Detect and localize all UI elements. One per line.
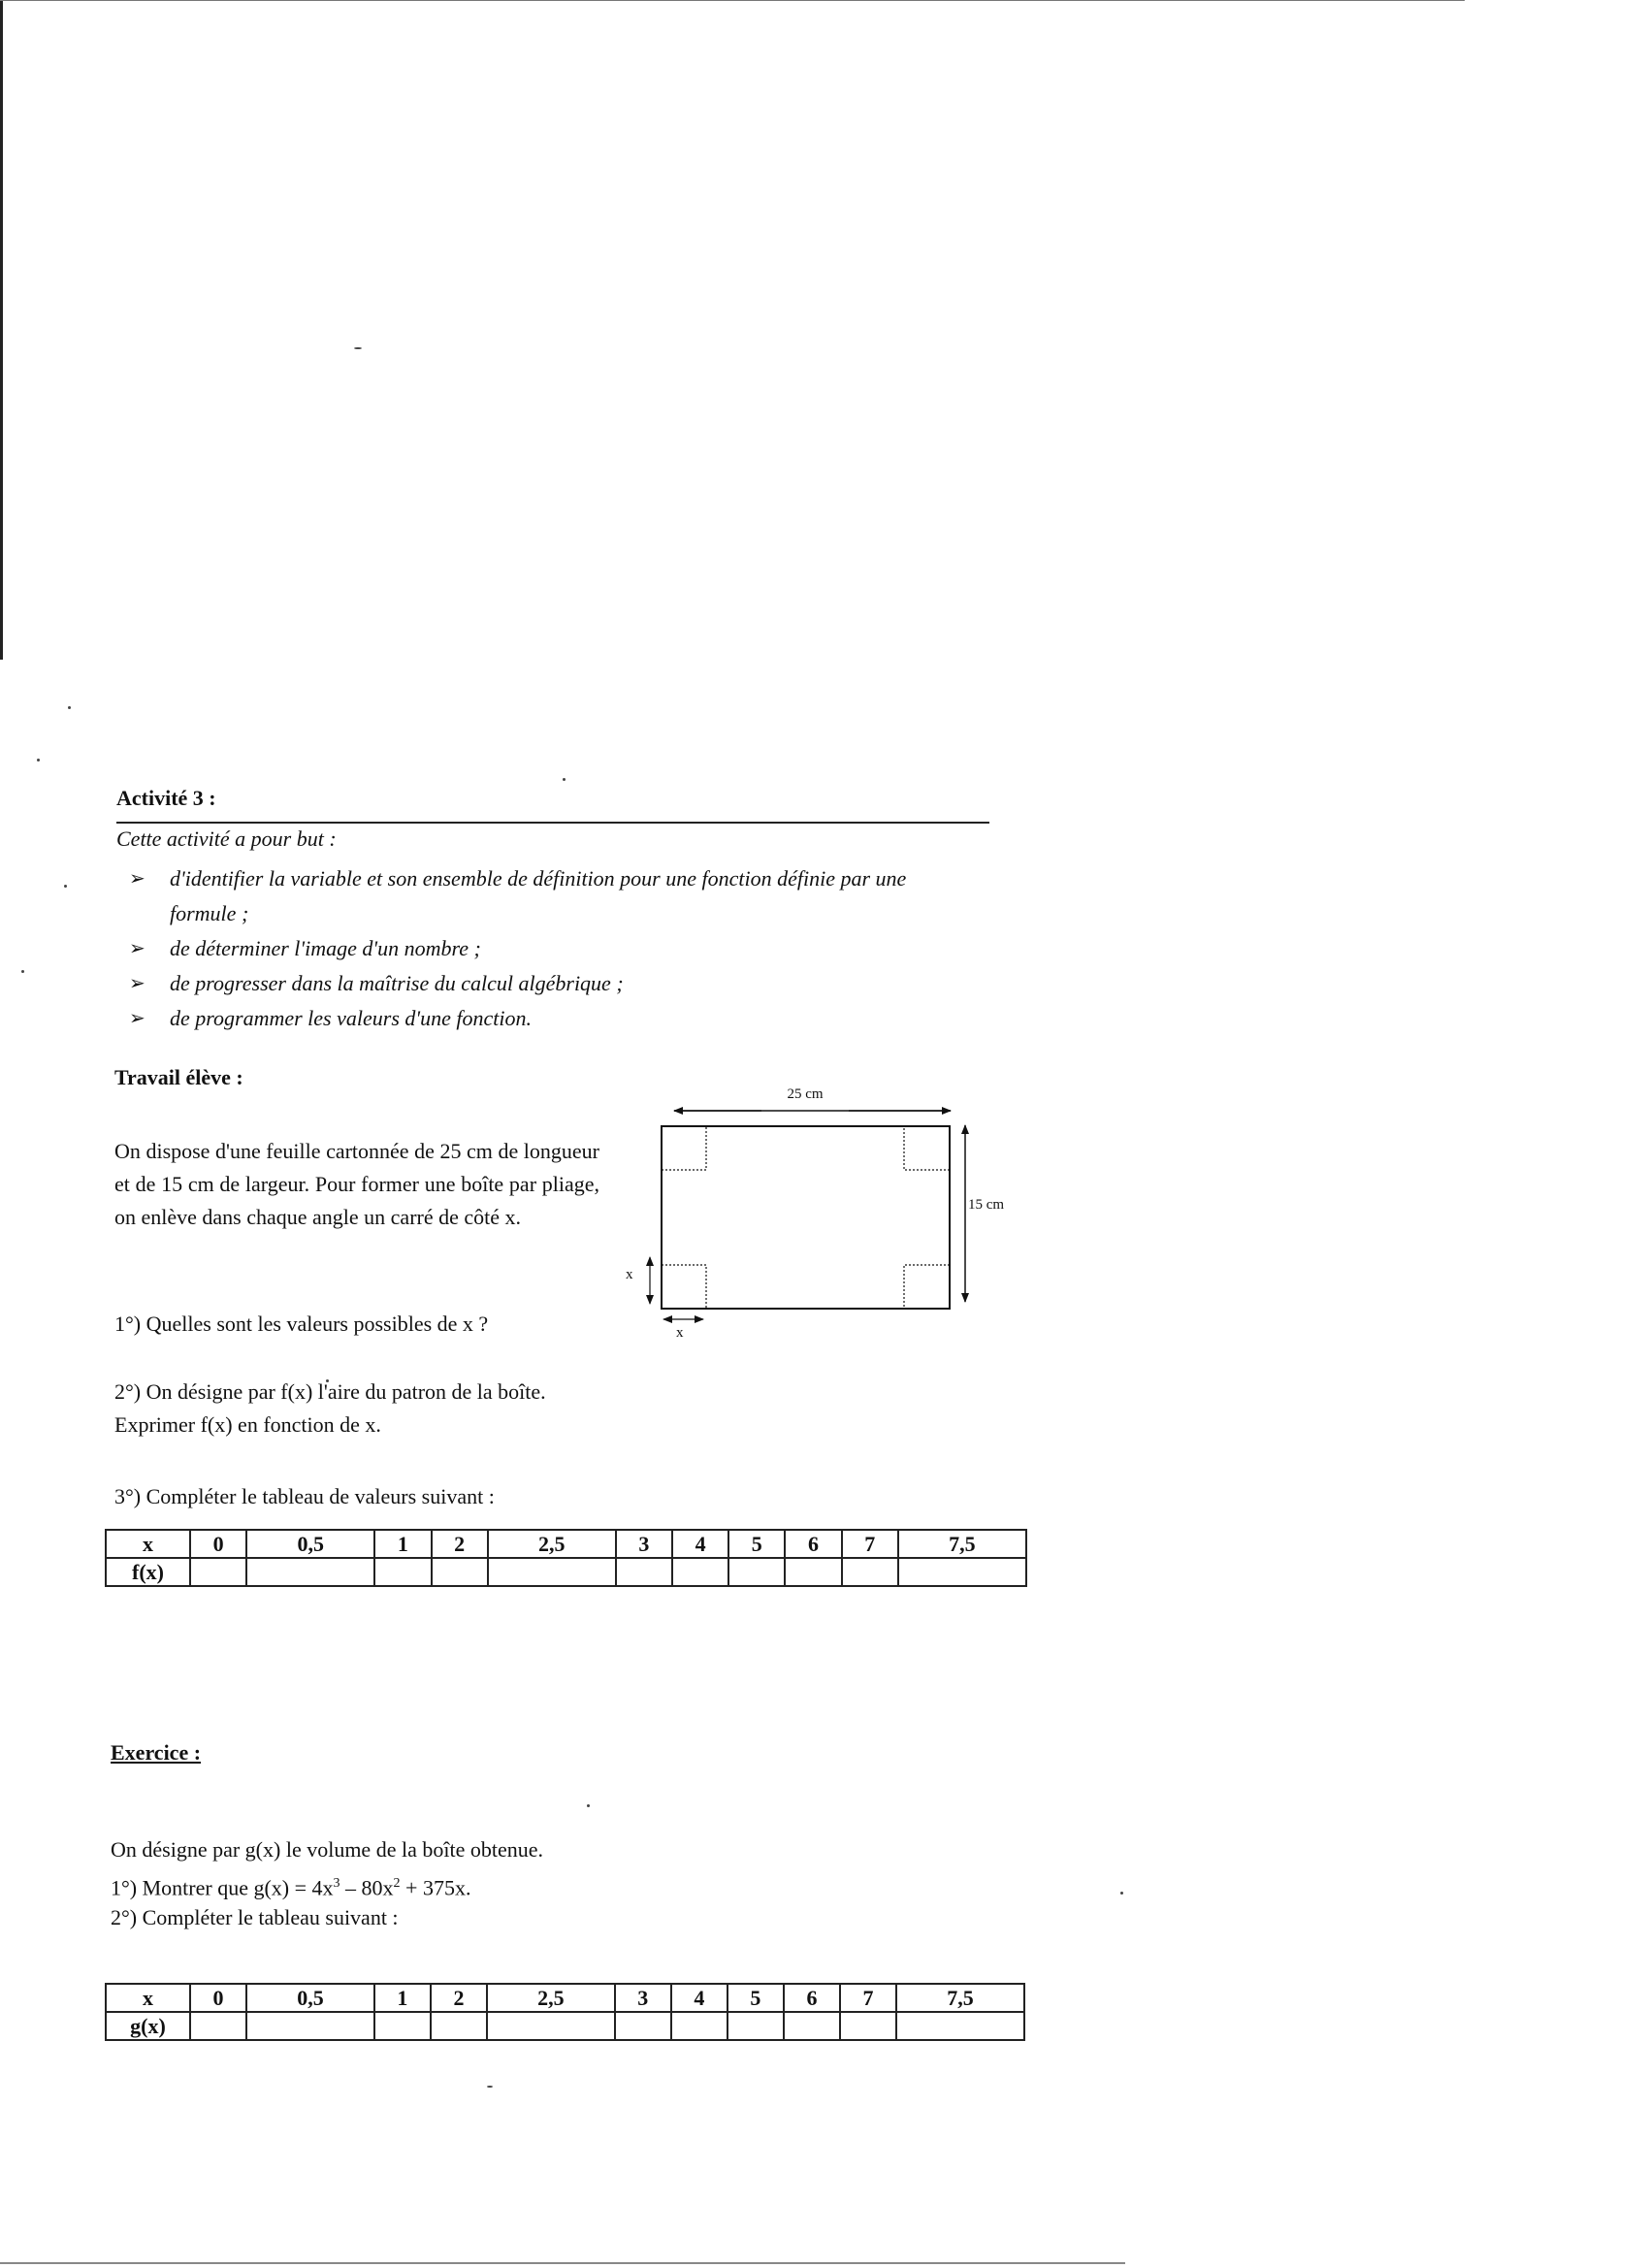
goal-item: ➢ d'identifier la variable et son ensemble de définition pour une fonction définie par une xyxy=(116,861,1009,896)
student-work-title: Travail élève : xyxy=(114,1065,243,1089)
table-cell-x: 5 xyxy=(728,1530,785,1558)
table-cell-empty[interactable] xyxy=(431,2012,487,2040)
scan-edge-left xyxy=(0,0,3,660)
scan-speck xyxy=(1120,1892,1123,1895)
table-cell-x: 4 xyxy=(672,1530,728,1558)
table-cell-empty[interactable] xyxy=(840,2012,896,2040)
table-cell-x: 2,5 xyxy=(488,1530,616,1558)
table-cell-x: 6 xyxy=(785,1530,841,1558)
table-row-x xyxy=(106,1984,1024,2012)
values-table-g xyxy=(105,1983,1025,2041)
table-cell-empty[interactable] xyxy=(671,2012,728,2040)
box-pattern-diagram xyxy=(611,1077,1028,1339)
table-cell-empty[interactable] xyxy=(432,1558,488,1586)
table-cell-empty[interactable] xyxy=(374,1558,431,1586)
goal-item-continuation: formule ; xyxy=(170,901,249,925)
arrow-bullet-icon: ➢ xyxy=(129,938,146,959)
scan-speck xyxy=(64,885,67,888)
scan-edge-top xyxy=(0,0,1465,1)
table-cell-x: 1 xyxy=(374,1984,431,2012)
table-cell-empty[interactable] xyxy=(246,1558,374,1586)
exercise-question-1: 1°) Montrer que $g(x) = 4x^3 - 80x^2 + 375x$. xyxy=(111,1875,471,1900)
question-2: 2°) On désigne par f(x) l'aire du patron de la boîte. xyxy=(114,1379,546,1404)
table-row-gx xyxy=(106,2012,1024,2040)
table-cell-empty[interactable] xyxy=(728,1558,785,1586)
table-cell-empty[interactable] xyxy=(672,1558,728,1586)
question-1: 1°) Quelles sont les valeurs possibles de x ? xyxy=(114,1312,489,1336)
table-cell-x: 0,5 xyxy=(246,1984,374,2012)
table-row-fx xyxy=(106,1558,1026,1586)
table-cell-empty[interactable] xyxy=(488,1558,616,1586)
width-label: 15 cm xyxy=(968,1197,1005,1213)
side-label-horizontal: x xyxy=(676,1325,684,1339)
table-header-fx: f(x) xyxy=(106,1558,190,1586)
side-label-vertical: x xyxy=(626,1267,633,1282)
table-cell-x: 3 xyxy=(615,1984,671,2012)
table-cell-x: 5 xyxy=(728,1984,784,2012)
table-cell-x: 0 xyxy=(190,1530,246,1558)
table-cell-x: 7,5 xyxy=(896,1984,1024,2012)
question-3: 3°) Compléter le tableau de valeurs suivant : xyxy=(114,1484,495,1508)
table-cell-x: 2 xyxy=(431,1984,487,2012)
corner-square-top-right xyxy=(904,1126,950,1170)
length-label: 25 cm xyxy=(787,1086,824,1102)
activity-title: Activité 3 : xyxy=(116,786,216,810)
table-cell-x: 6 xyxy=(784,1984,840,2012)
table-cell-x: 4 xyxy=(671,1984,728,2012)
table-cell-x: 0 xyxy=(190,1984,246,2012)
arrow-bullet-icon: ➢ xyxy=(129,973,146,994)
table-cell-empty[interactable] xyxy=(785,1558,841,1586)
table-cell-x: 2,5 xyxy=(487,1984,615,2012)
scan-speck xyxy=(487,2086,493,2088)
table-cell-empty[interactable] xyxy=(898,1558,1026,1586)
goal-item: ➢ de déterminer l'image d'un nombre ; xyxy=(116,931,1009,966)
scan-speck xyxy=(563,778,566,781)
goal-item: ➢ de programmer les valeurs d'une fonction. xyxy=(116,1001,1009,1036)
corner-square-bottom-left xyxy=(662,1265,706,1309)
arrow-bullet-icon: ➢ xyxy=(129,1008,146,1029)
scan-speck xyxy=(354,347,362,349)
goal-intro: Cette activité a pour but : xyxy=(116,826,337,851)
corner-square-top-left xyxy=(662,1126,706,1170)
table-cell-empty[interactable] xyxy=(842,1558,898,1586)
goal-list xyxy=(116,861,1009,1036)
arrow-bullet-icon: ➢ xyxy=(129,868,146,890)
values-table-f xyxy=(105,1529,1027,1587)
question-2-continuation: Exprimer f(x) en fonction de x. xyxy=(114,1412,381,1437)
table-cell-empty[interactable] xyxy=(374,2012,431,2040)
table-cell-empty[interactable] xyxy=(616,1558,672,1586)
table-cell-x: 3 xyxy=(616,1530,672,1558)
table-cell-empty[interactable] xyxy=(896,2012,1024,2040)
exercise-question-2: 2°) Compléter le tableau suivant : xyxy=(111,1905,399,1929)
scan-edge-bottom xyxy=(0,2262,1125,2264)
scan-speck xyxy=(21,970,24,973)
table-cell-empty[interactable] xyxy=(728,2012,784,2040)
scan-speck xyxy=(37,759,40,761)
table-cell-x: 1 xyxy=(374,1530,431,1558)
exercise-title: Exercice : xyxy=(111,1740,202,1765)
table-cell-empty[interactable] xyxy=(246,2012,374,2040)
table-cell-x: 7 xyxy=(840,1984,896,2012)
corner-square-bottom-right xyxy=(904,1265,950,1309)
cardboard-sheet xyxy=(662,1126,950,1309)
table-header-x: x xyxy=(106,1530,190,1558)
table-cell-x: 2 xyxy=(432,1530,488,1558)
table-header-gx: g(x) xyxy=(106,2012,190,2040)
problem-statement: On dispose d'une feuille cartonnée de 25 cm de longueur et de 15 cm de largeur. Pour former une boîte par pliage, on enlève dans chaque angle un carré de côté x. xyxy=(114,1139,599,1229)
table-cell-x: 0,5 xyxy=(246,1530,374,1558)
table-cell-empty[interactable] xyxy=(190,1558,246,1586)
scan-speck xyxy=(68,706,71,709)
table-cell-empty[interactable] xyxy=(487,2012,615,2040)
goal-item: ➢ de progresser dans la maîtrise du calcul algébrique ; xyxy=(116,966,1009,1001)
table-header-x: x xyxy=(106,1984,190,2012)
table-cell-x: 7,5 xyxy=(898,1530,1026,1558)
table-cell-empty[interactable] xyxy=(784,2012,840,2040)
scan-speck xyxy=(587,1804,590,1807)
exercise-intro: On désigne par g(x) le volume de la boîte obtenue. xyxy=(111,1837,543,1862)
table-cell-empty[interactable] xyxy=(615,2012,671,2040)
table-row-x xyxy=(106,1530,1026,1558)
table-cell-empty[interactable] xyxy=(190,2012,246,2040)
title-rule xyxy=(116,822,989,824)
table-cell-x: 7 xyxy=(842,1530,898,1558)
